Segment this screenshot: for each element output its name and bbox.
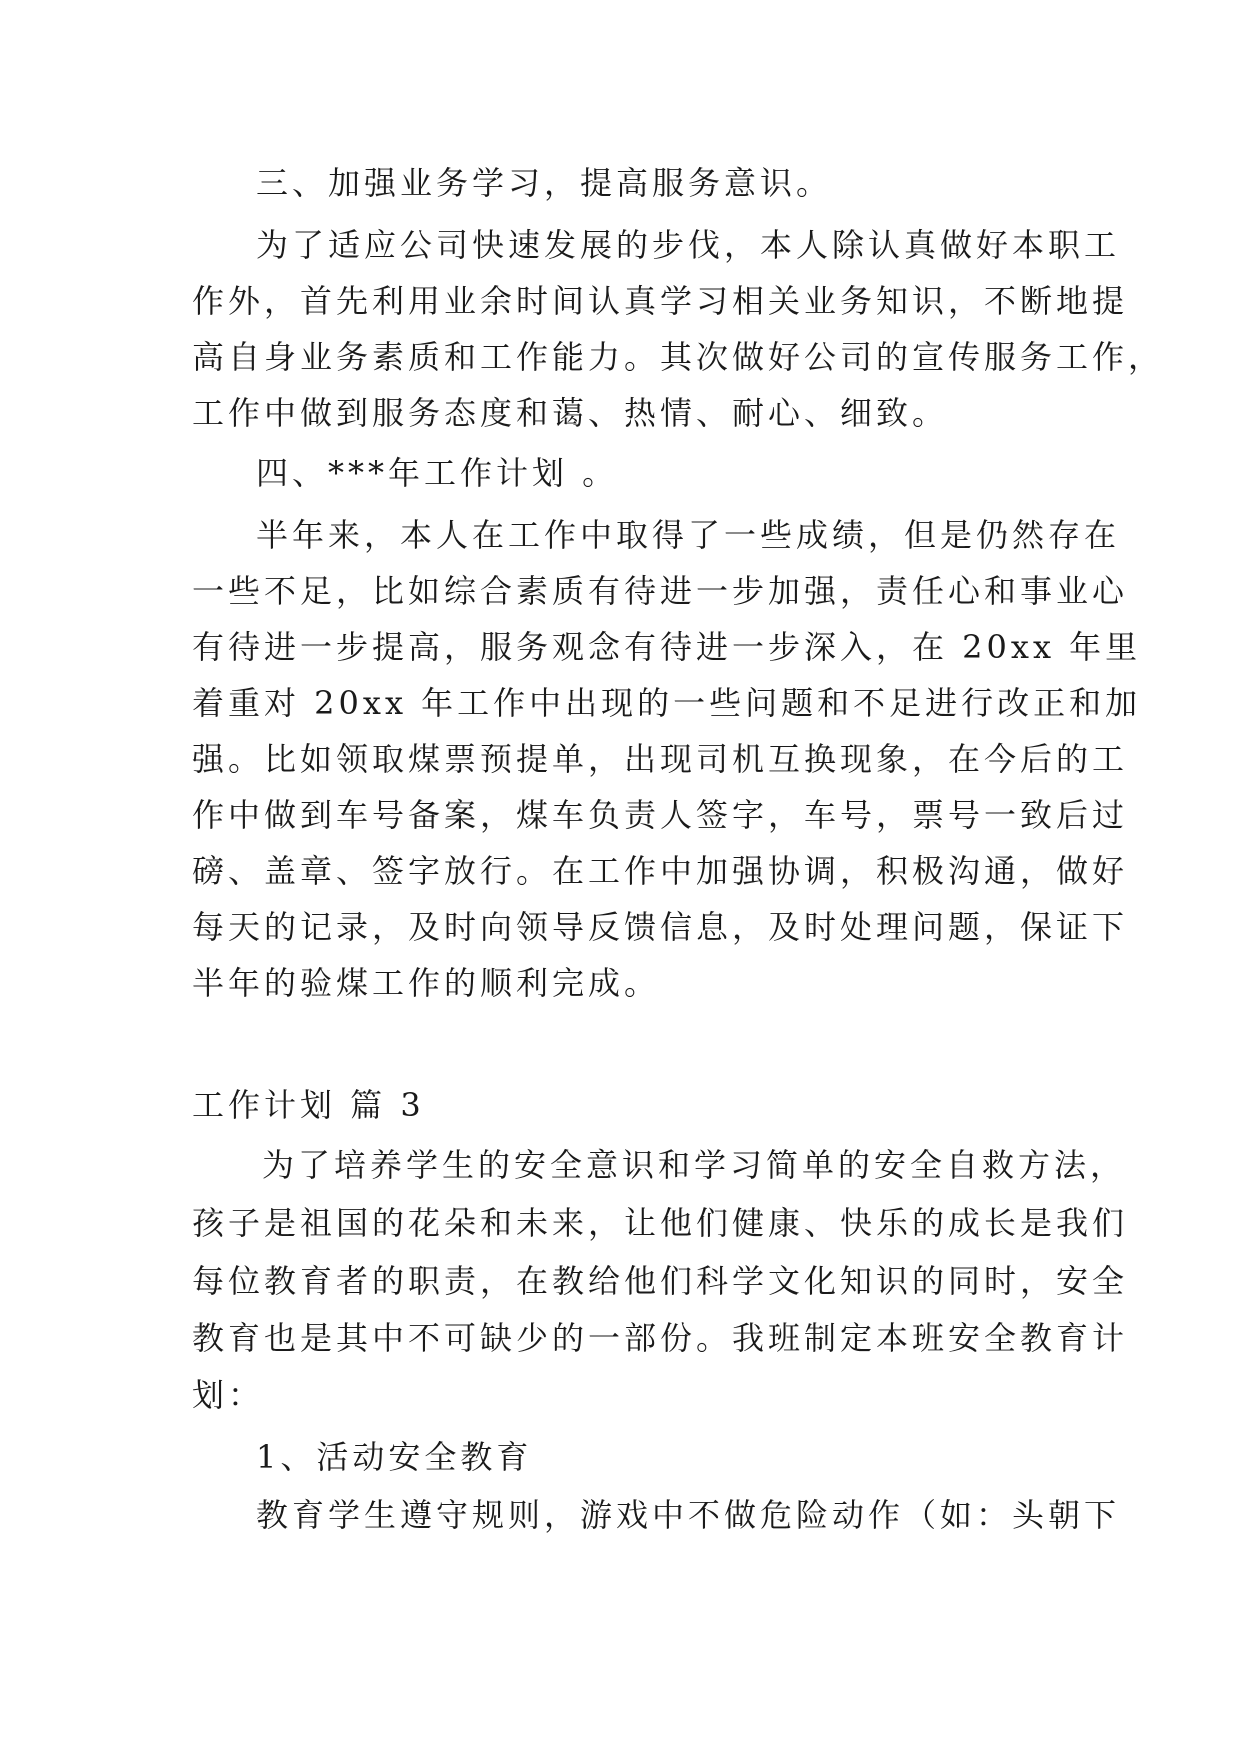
paragraph-line: 一些不足，比如综合素质有待进一步加强，责任心和事业心 <box>192 572 1129 610</box>
paragraph-line: 孩子是祖国的花朵和未来，让他们健康、快乐的成长是我们 <box>192 1204 1129 1242</box>
paragraph-line: 为了适应公司快速发展的步伐，本人除认真做好本职工 <box>256 226 1121 264</box>
paragraph-line: 划： <box>192 1376 265 1414</box>
paragraph-line: 着重对 20xx 年工作中出现的一些问题和不足进行改正和加 <box>192 684 1142 722</box>
paragraph-line: 作中做到车号备案，煤车负责人签字，车号，票号一致后过 <box>192 796 1129 834</box>
paragraph-line: 工作中做到服务态度和蔼、热情、耐心、细致。 <box>192 394 949 432</box>
section-heading-three: 三、加强业务学习，提高服务意识。 <box>256 164 833 202</box>
paragraph-line: 为了培养学生的安全意识和学习简单的安全自救方法， <box>262 1146 1127 1184</box>
section-heading-four: 四、***年工作计划 。 <box>256 454 619 492</box>
paragraph-line: 强。比如领取煤票预提单，出现司机互换现象，在今后的工 <box>192 740 1129 778</box>
paragraph-line: 作外，首先利用业余时间认真学习相关业务知识，不断地提 <box>192 282 1129 320</box>
paragraph-line: 有待进一步提高，服务观念有待进一步深入，在 20xx 年里 <box>192 628 1142 666</box>
paragraph-line: 教育也是其中不可缺少的一部份。我班制定本班安全教育计 <box>192 1319 1129 1357</box>
paragraph-line: 每位教育者的职责，在教给他们科学文化知识的同时，安全 <box>192 1262 1129 1300</box>
paragraph-line: 高自身业务素质和工作能力。其次做好公司的宣传服务工作， <box>192 338 1165 376</box>
paragraph-line: 教育学生遵守规则，游戏中不做危险动作（如：头朝下 <box>256 1496 1121 1534</box>
section-title: 工作计划 篇 3 <box>192 1086 425 1124</box>
paragraph-line: 每天的记录，及时向领导反馈信息，及时处理问题，保证下 <box>192 908 1129 946</box>
paragraph-line: 磅、盖章、签字放行。在工作中加强协调，积极沟通，做好 <box>192 852 1129 890</box>
paragraph-line: 半年的验煤工作的顺利完成。 <box>192 964 661 1002</box>
list-item-heading: 1、活动安全教育 <box>256 1438 533 1476</box>
paragraph-line: 半年来，本人在工作中取得了一些成绩，但是仍然存在 <box>256 516 1121 554</box>
